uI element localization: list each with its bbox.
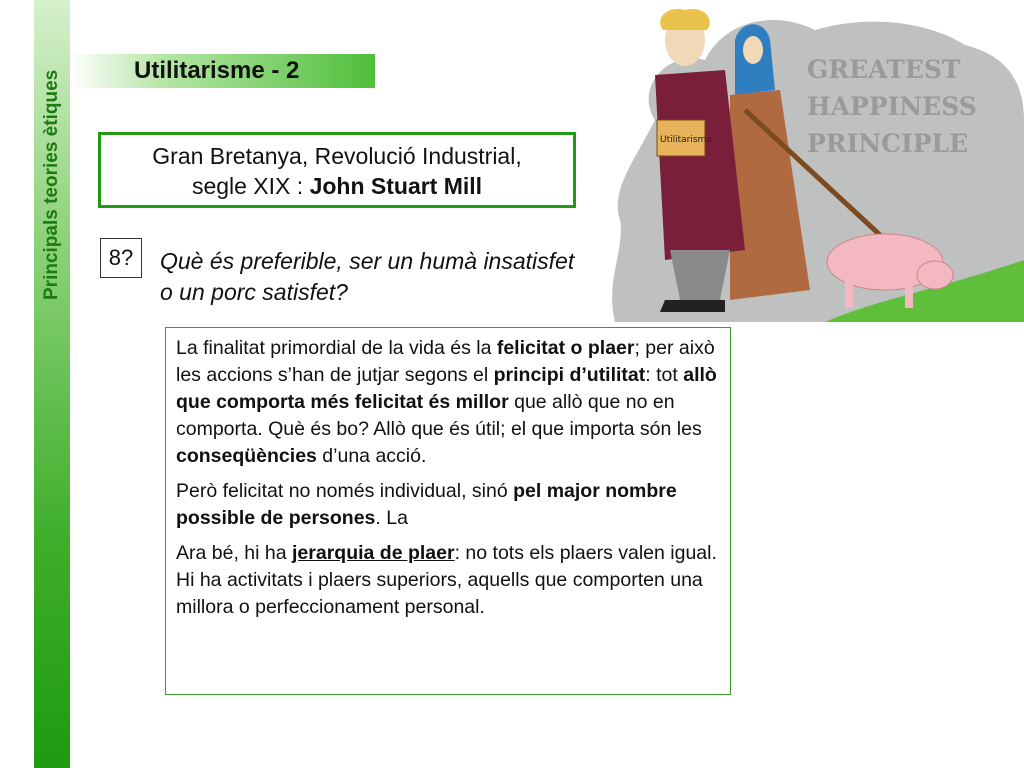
question-number: 8? bbox=[100, 238, 142, 278]
paragraph-2 bbox=[176, 478, 720, 532]
p1-text-4: que allò que no en comporta. Què és bo? Allò que és útil; el que importa són les bbox=[176, 391, 702, 440]
context-line-2-prefix: segle XIX : bbox=[191, 173, 310, 199]
paragraph-3 bbox=[176, 540, 720, 621]
title-strip bbox=[70, 54, 375, 88]
sidebar-title: Principals teories ètiques bbox=[41, 69, 62, 300]
context-box bbox=[98, 132, 576, 208]
p2-text-1: Però felicitat no només individual, sinó bbox=[176, 480, 514, 502]
p1-text-2: ; per això les accions s’han de jutjar segons el bbox=[176, 337, 715, 386]
paragraph-1 bbox=[176, 335, 720, 470]
p3-text-2: : no tots els plaers valen igual. Hi ha activitats i plaers superiors, aquells que comporten una millora o perfeccionament personal. bbox=[176, 542, 717, 618]
p2-text-2: . La bbox=[375, 507, 408, 529]
author-name: John Stuart Mill bbox=[309, 173, 483, 199]
p1-text-1: La finalitat primordial de la vida és la bbox=[176, 337, 497, 359]
explanation-box bbox=[165, 327, 731, 695]
p3-text-1: Ara bé, hi ha bbox=[176, 542, 292, 564]
p1-bold-3: allò que comporta més felicitat és millor bbox=[176, 364, 717, 413]
p1-text-3: : tot bbox=[645, 364, 684, 386]
sign-line-3: PRINCIPLE bbox=[807, 129, 969, 158]
question-line-2: o un porc satisfet? bbox=[160, 279, 348, 305]
mill-pig-illustration bbox=[595, 0, 1024, 322]
context-line-2 bbox=[101, 171, 573, 201]
p2-bold-1: pel major nombre possible de persones bbox=[176, 480, 677, 529]
sign-line-1: GREATEST bbox=[807, 55, 961, 84]
question-text bbox=[160, 246, 592, 308]
book-label: Utilitarisme bbox=[660, 135, 712, 145]
context-line-1: Gran Bretanya, Revolució Industrial, bbox=[152, 143, 522, 169]
sign-line-2: HAPPINESS bbox=[807, 92, 977, 121]
p1-bold-1: felicitat o plaer bbox=[496, 337, 635, 359]
question-line-1: Què és preferible, ser un humà insatisfet bbox=[160, 248, 575, 274]
p3-bold-1: jerarquia de plaer bbox=[292, 542, 455, 564]
p1-bold-2: principi d’utilitat bbox=[493, 364, 646, 386]
page-title: Utilitarisme - 2 bbox=[134, 57, 300, 84]
p1-text-5: d’una acció. bbox=[316, 445, 427, 467]
p1-bold-4: conseqüències bbox=[176, 445, 317, 467]
